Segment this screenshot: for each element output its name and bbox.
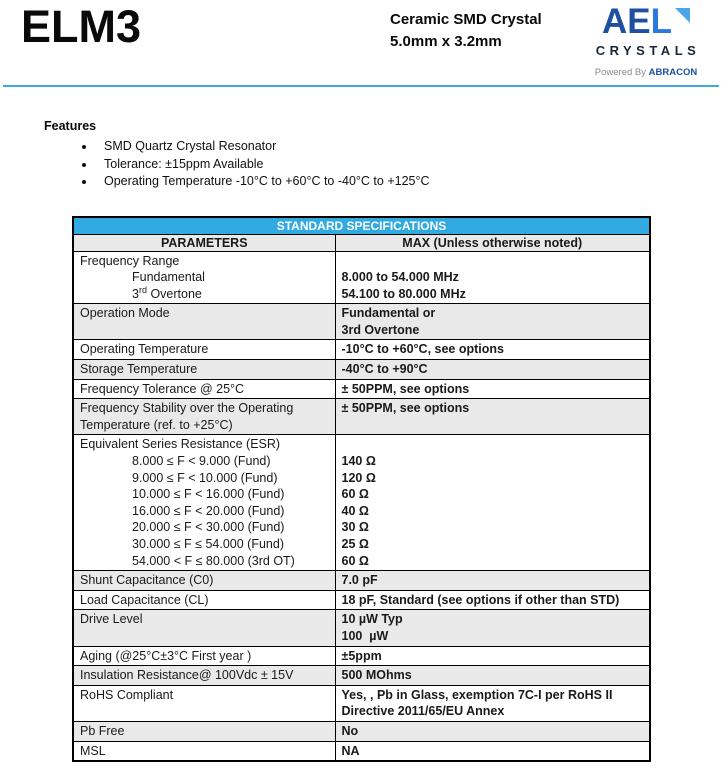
- abracon-wordmark: ABRACON: [648, 67, 698, 78]
- feature-item: • Tolerance: ±15ppm Available: [96, 156, 722, 174]
- spec-row: [73, 251, 650, 304]
- spec-row: [73, 304, 650, 340]
- product-title: ELM3: [21, 1, 142, 52]
- value-cell: 18 pF, Standard (see options if other than STD): [335, 590, 650, 610]
- param-cell: RoHS Compliant: [73, 685, 335, 721]
- powered-by-label: Powered By: [594, 67, 649, 78]
- feature-item: • SMD Quartz Crystal Resonator: [96, 138, 722, 156]
- param-cell: Load Capacitance (CL): [73, 590, 335, 610]
- page-header: [0, 0, 722, 85]
- spec-row: [73, 340, 650, 360]
- value-cell: 140 Ω 120 Ω 60 Ω 40 Ω 30 Ω 25 Ω 60 Ω: [335, 435, 650, 571]
- spec-row: [73, 360, 650, 380]
- param-cell: Aging (@25°C±3°C First year ): [73, 646, 335, 666]
- param-cell: Drive Level: [73, 610, 335, 646]
- product-subtitle-line2: 5.0mm x 3.2mm: [390, 33, 502, 50]
- value-cell: Yes, , Pb in Glass, exemption 7C-I per RoHS II Directive 2011/65/EU Annex: [335, 685, 650, 721]
- value-cell: ±5ppm: [335, 646, 650, 666]
- param-cell: Frequency Stability over the Operating Temperature (ref. to +25°C): [73, 399, 335, 435]
- features-heading: Features: [44, 119, 97, 133]
- spec-row: [73, 590, 650, 610]
- param-cell: Insulation Resistance@ 100Vdc ± 15V: [73, 666, 335, 686]
- spec-row: [73, 399, 650, 435]
- param-cell: Frequency Range Fundamental 3rd Overtone: [73, 251, 335, 304]
- value-cell: NA: [335, 741, 650, 761]
- ael-logo-ae-text: AE: [601, 2, 651, 41]
- param-cell: Frequency Tolerance @ 25°C: [73, 379, 335, 399]
- spec-row: [73, 685, 650, 721]
- value-cell: 500 MOhms: [335, 666, 650, 686]
- param-cell: Storage Temperature: [73, 360, 335, 380]
- param-cell: Operating Temperature: [73, 340, 335, 360]
- spec-table-body: [73, 251, 650, 761]
- header-rule: [3, 85, 719, 87]
- value-cell: 10 µW Typ 100 µW: [335, 610, 650, 646]
- features-list: [44, 138, 722, 191]
- feature-item: • Operating Temperature -10°C to +60°C to -40°C to +125°C: [96, 173, 722, 191]
- ael-logo-mark: [583, 2, 709, 41]
- product-subtitle-line1: Ceramic SMD Crystal: [390, 11, 542, 28]
- value-cell: 7.0 pF: [335, 571, 650, 591]
- spec-row: [73, 741, 650, 761]
- crystals-wordmark: CRYSTALS: [595, 43, 701, 58]
- value-cell: -40°C to +90°C: [335, 360, 650, 380]
- spec-row: [73, 610, 650, 646]
- param-cell: MSL: [73, 741, 335, 761]
- param-cell: Equivalent Series Resistance (ESR) 8.000 ≤ F < 9.000 (Fund) 9.000 ≤ F < 10.000 (Fund) 10.000 ≤ F < 16.000 (Fund) 16.000 ≤ F < 20.000 (Fund) 20.000 ≤ F < 30.000 (Fund) 30.000 ≤ F ≤ 54.000 (Fund) 54.000 < F ≤ 80.000 (3rd OT): [73, 435, 335, 571]
- param-cell: Operation Mode: [73, 304, 335, 340]
- powered-by-line: [583, 67, 709, 78]
- value-cell: 8.000 to 54.000 MHz 54.100 to 80.000 MHz: [335, 251, 650, 304]
- ael-crystals-logo: [583, 2, 709, 78]
- col-header-max: MAX (Unless otherwise noted): [335, 234, 650, 251]
- spec-table-header-row: [73, 234, 650, 251]
- ael-logo-l-text: L: [650, 2, 672, 41]
- col-header-parameters: PARAMETERS: [73, 234, 335, 251]
- param-cell: Shunt Capacitance (C0): [73, 571, 335, 591]
- spec-row: [73, 721, 650, 741]
- value-cell: Fundamental or 3rd Overtone: [335, 304, 650, 340]
- spec-row: [73, 435, 650, 571]
- value-cell: No: [335, 721, 650, 741]
- value-cell: -10°C to +60°C, see options: [335, 340, 650, 360]
- spec-row: [73, 666, 650, 686]
- spec-table-title: STANDARD SPECIFICATIONS: [73, 217, 650, 235]
- spec-row: [73, 646, 650, 666]
- value-cell: ± 50PPM, see options: [335, 379, 650, 399]
- ael-logo-triangle-icon: [675, 8, 690, 23]
- spec-row: [73, 379, 650, 399]
- value-cell: ± 50PPM, see options: [335, 399, 650, 435]
- param-cell: Pb Free: [73, 721, 335, 741]
- product-subtitle: [390, 9, 542, 53]
- spec-table-title-row: [73, 217, 650, 235]
- spec-row: [73, 571, 650, 591]
- features-section: [44, 119, 722, 191]
- spec-table: [72, 216, 651, 763]
